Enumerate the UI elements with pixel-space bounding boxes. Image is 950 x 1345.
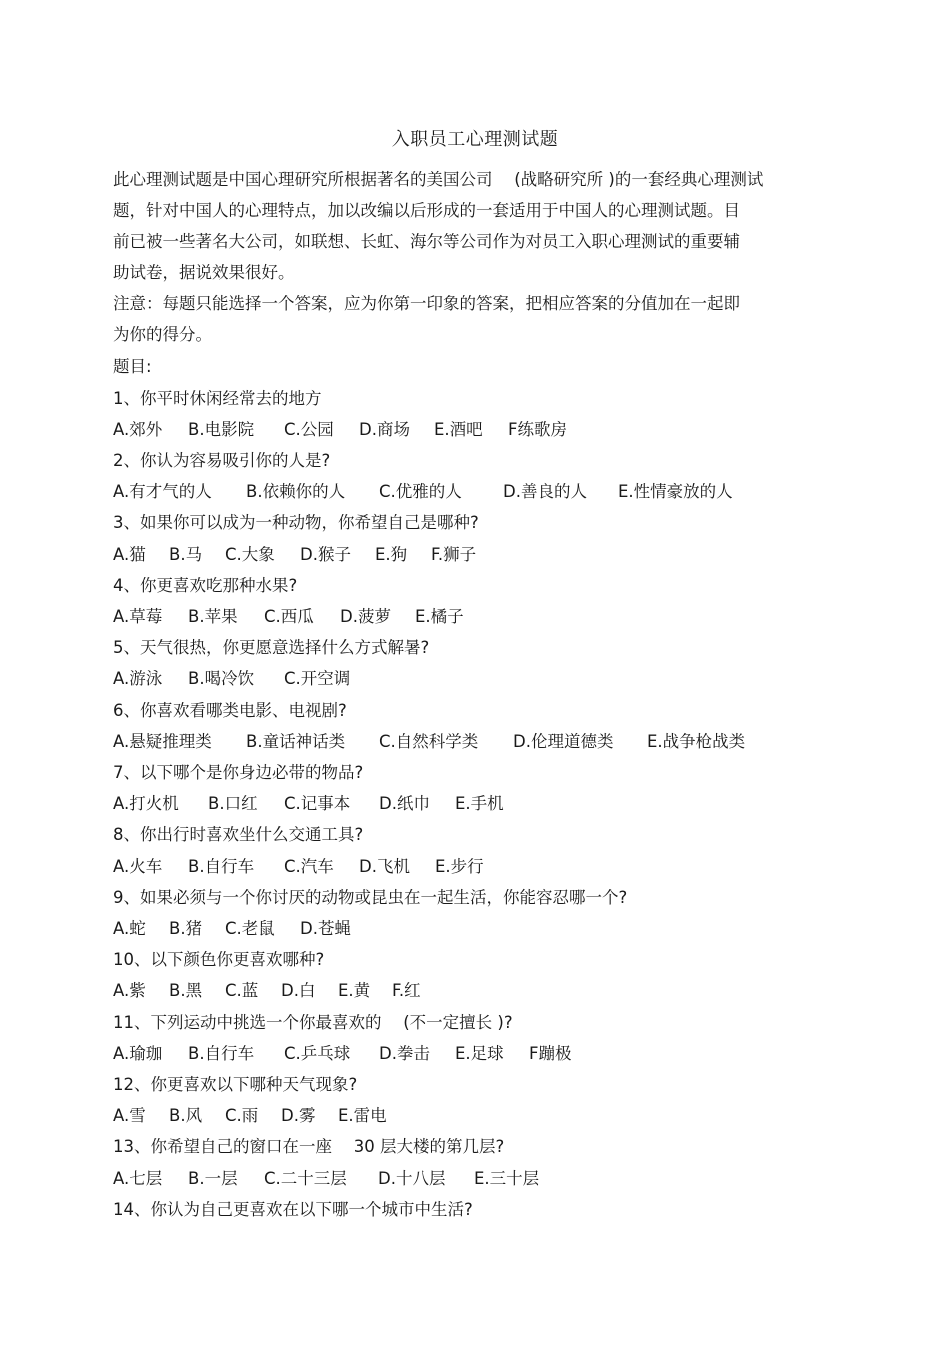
question-options — [113, 419, 567, 441]
option: E.狗 — [375, 545, 408, 564]
notice-line: 为你的得分。 — [113, 325, 212, 344]
option: B.自行车 — [188, 857, 255, 876]
question-options — [113, 1105, 387, 1127]
option: F.红 — [392, 981, 421, 1000]
intro-line: 此心理测试题是中国心理研究所根据著名的美国公司 (战略研究所 )的一套经典心理测试 — [113, 170, 764, 189]
option: B.苹果 — [188, 607, 238, 626]
page-title: 入职员工心理测试题 — [391, 129, 559, 150]
question-text: 9、如果必须与一个你讨厌的动物或昆虫在一起生活，你能容忍哪一个? — [113, 888, 628, 907]
question-options — [113, 668, 350, 690]
option: D.十八层 — [378, 1169, 446, 1188]
option: C.二十三层 — [264, 1169, 347, 1188]
option: D.伦理道德类 — [513, 732, 614, 751]
option: F练歌房 — [508, 420, 567, 439]
option: B.电影院 — [188, 420, 255, 439]
option: E.橘子 — [415, 607, 464, 626]
question-options — [113, 481, 733, 503]
question-text: 7、以下哪个是你身边必带的物品? — [113, 763, 364, 782]
question-options — [113, 856, 484, 878]
option: D.苍蝇 — [300, 919, 351, 938]
option: B.猪 — [169, 919, 203, 938]
option: C.公园 — [284, 420, 334, 439]
option: E.手机 — [455, 794, 504, 813]
option: E.步行 — [435, 857, 484, 876]
option: E.酒吧 — [434, 420, 483, 439]
option: D.飞机 — [359, 857, 410, 876]
option: C.大象 — [225, 545, 275, 564]
option: B.马 — [169, 545, 203, 564]
question-options — [113, 793, 504, 815]
question-text: 1、你平时休闲经常去的地方 — [113, 389, 322, 408]
option: A.火车 — [113, 857, 163, 876]
intro-line: 前已被一些著名大公司，如联想、长虹、海尔等公司作为对员工入职心理测试的重要辅 — [113, 232, 740, 251]
option: A.紫 — [113, 981, 146, 1000]
question-text: 6、你喜欢看哪类电影、电视剧? — [113, 701, 347, 720]
question-text: 3、如果你可以成为一种动物，你希望自己是哪种? — [113, 513, 479, 532]
question-text: 10、以下颜色你更喜欢哪种? — [113, 950, 325, 969]
option: C.雨 — [225, 1106, 259, 1125]
intro-line: 题，针对中国人的心理特点，加以改编以后形成的一套适用于中国人的心理测试题。目 — [113, 201, 740, 220]
question-text: 14、你认为自己更喜欢在以下哪一个城市中生活? — [113, 1200, 473, 1219]
option: A.悬疑推理类 — [113, 732, 212, 751]
option: A.打火机 — [113, 794, 179, 813]
option: C.老鼠 — [225, 919, 275, 938]
option: E.战争枪战类 — [647, 732, 746, 751]
option: D.菠萝 — [340, 607, 391, 626]
question-text: 5、天气很热，你更愿意选择什么方式解暑? — [113, 638, 430, 657]
question-text: 12、你更喜欢以下哪种天气现象? — [113, 1075, 358, 1094]
option: E.性情豪放的人 — [618, 482, 733, 501]
option: C.优雅的人 — [379, 482, 462, 501]
question-text: 8、你出行时喜欢坐什么交通工具? — [113, 825, 364, 844]
question-text: 4、你更喜欢吃那种水果? — [113, 576, 298, 595]
option: A.郊外 — [113, 420, 163, 439]
option: C.蓝 — [225, 981, 259, 1000]
option: A.七层 — [113, 1169, 163, 1188]
option: B.童话神话类 — [246, 732, 346, 751]
question-options — [113, 1043, 572, 1065]
option: B.风 — [169, 1106, 203, 1125]
option: D.雾 — [281, 1106, 316, 1125]
question-options — [113, 544, 476, 566]
option: D.白 — [281, 981, 316, 1000]
option: C.自然科学类 — [379, 732, 479, 751]
option: C.记事本 — [284, 794, 351, 813]
question-text: 11、下列运动中挑选一个你最喜欢的 (不一定擅长 )? — [113, 1013, 513, 1032]
option: B.自行车 — [188, 1044, 255, 1063]
notice-line: 注意：每题只能选择一个答案，应为你第一印象的答案，把相应答案的分值加在一起即 — [113, 294, 740, 313]
option: A.猫 — [113, 545, 146, 564]
option: C.汽车 — [284, 857, 334, 876]
question-text: 13、你希望自己的窗口在一座 30 层大楼的第几层? — [113, 1137, 505, 1156]
option: C.乒乓球 — [284, 1044, 351, 1063]
question-options — [113, 918, 351, 940]
option: D.拳击 — [379, 1044, 430, 1063]
question-options — [113, 1168, 539, 1190]
option: B.一层 — [188, 1169, 238, 1188]
option: D.善良的人 — [503, 482, 587, 501]
option: A.有才气的人 — [113, 482, 212, 501]
question-text: 2、你认为容易吸引你的人是? — [113, 451, 331, 470]
option: B.依赖你的人 — [246, 482, 346, 501]
option: B.口红 — [208, 794, 258, 813]
option: D.猴子 — [300, 545, 351, 564]
option: C.西瓜 — [264, 607, 314, 626]
option: B.黑 — [169, 981, 203, 1000]
option: C.开空调 — [284, 669, 351, 688]
option: D.纸巾 — [379, 794, 430, 813]
option: F.狮子 — [431, 545, 477, 564]
option: E.三十层 — [474, 1169, 540, 1188]
intro-line: 助试卷，据说效果很好。 — [113, 263, 295, 282]
option: D.商场 — [359, 420, 410, 439]
option: E.足球 — [455, 1044, 504, 1063]
option: A.游泳 — [113, 669, 163, 688]
question-options — [113, 731, 745, 753]
option: A.雪 — [113, 1106, 146, 1125]
questions-heading: 题目: — [113, 357, 152, 376]
option: E.雷电 — [338, 1106, 387, 1125]
option: A.蛇 — [113, 919, 146, 938]
question-options — [113, 980, 421, 1002]
question-options — [113, 606, 464, 628]
option: E.黄 — [338, 981, 371, 1000]
option: A.草莓 — [113, 607, 163, 626]
option: F蹦极 — [529, 1044, 572, 1063]
option: A.瑜珈 — [113, 1044, 163, 1063]
option: B.喝冷饮 — [188, 669, 255, 688]
